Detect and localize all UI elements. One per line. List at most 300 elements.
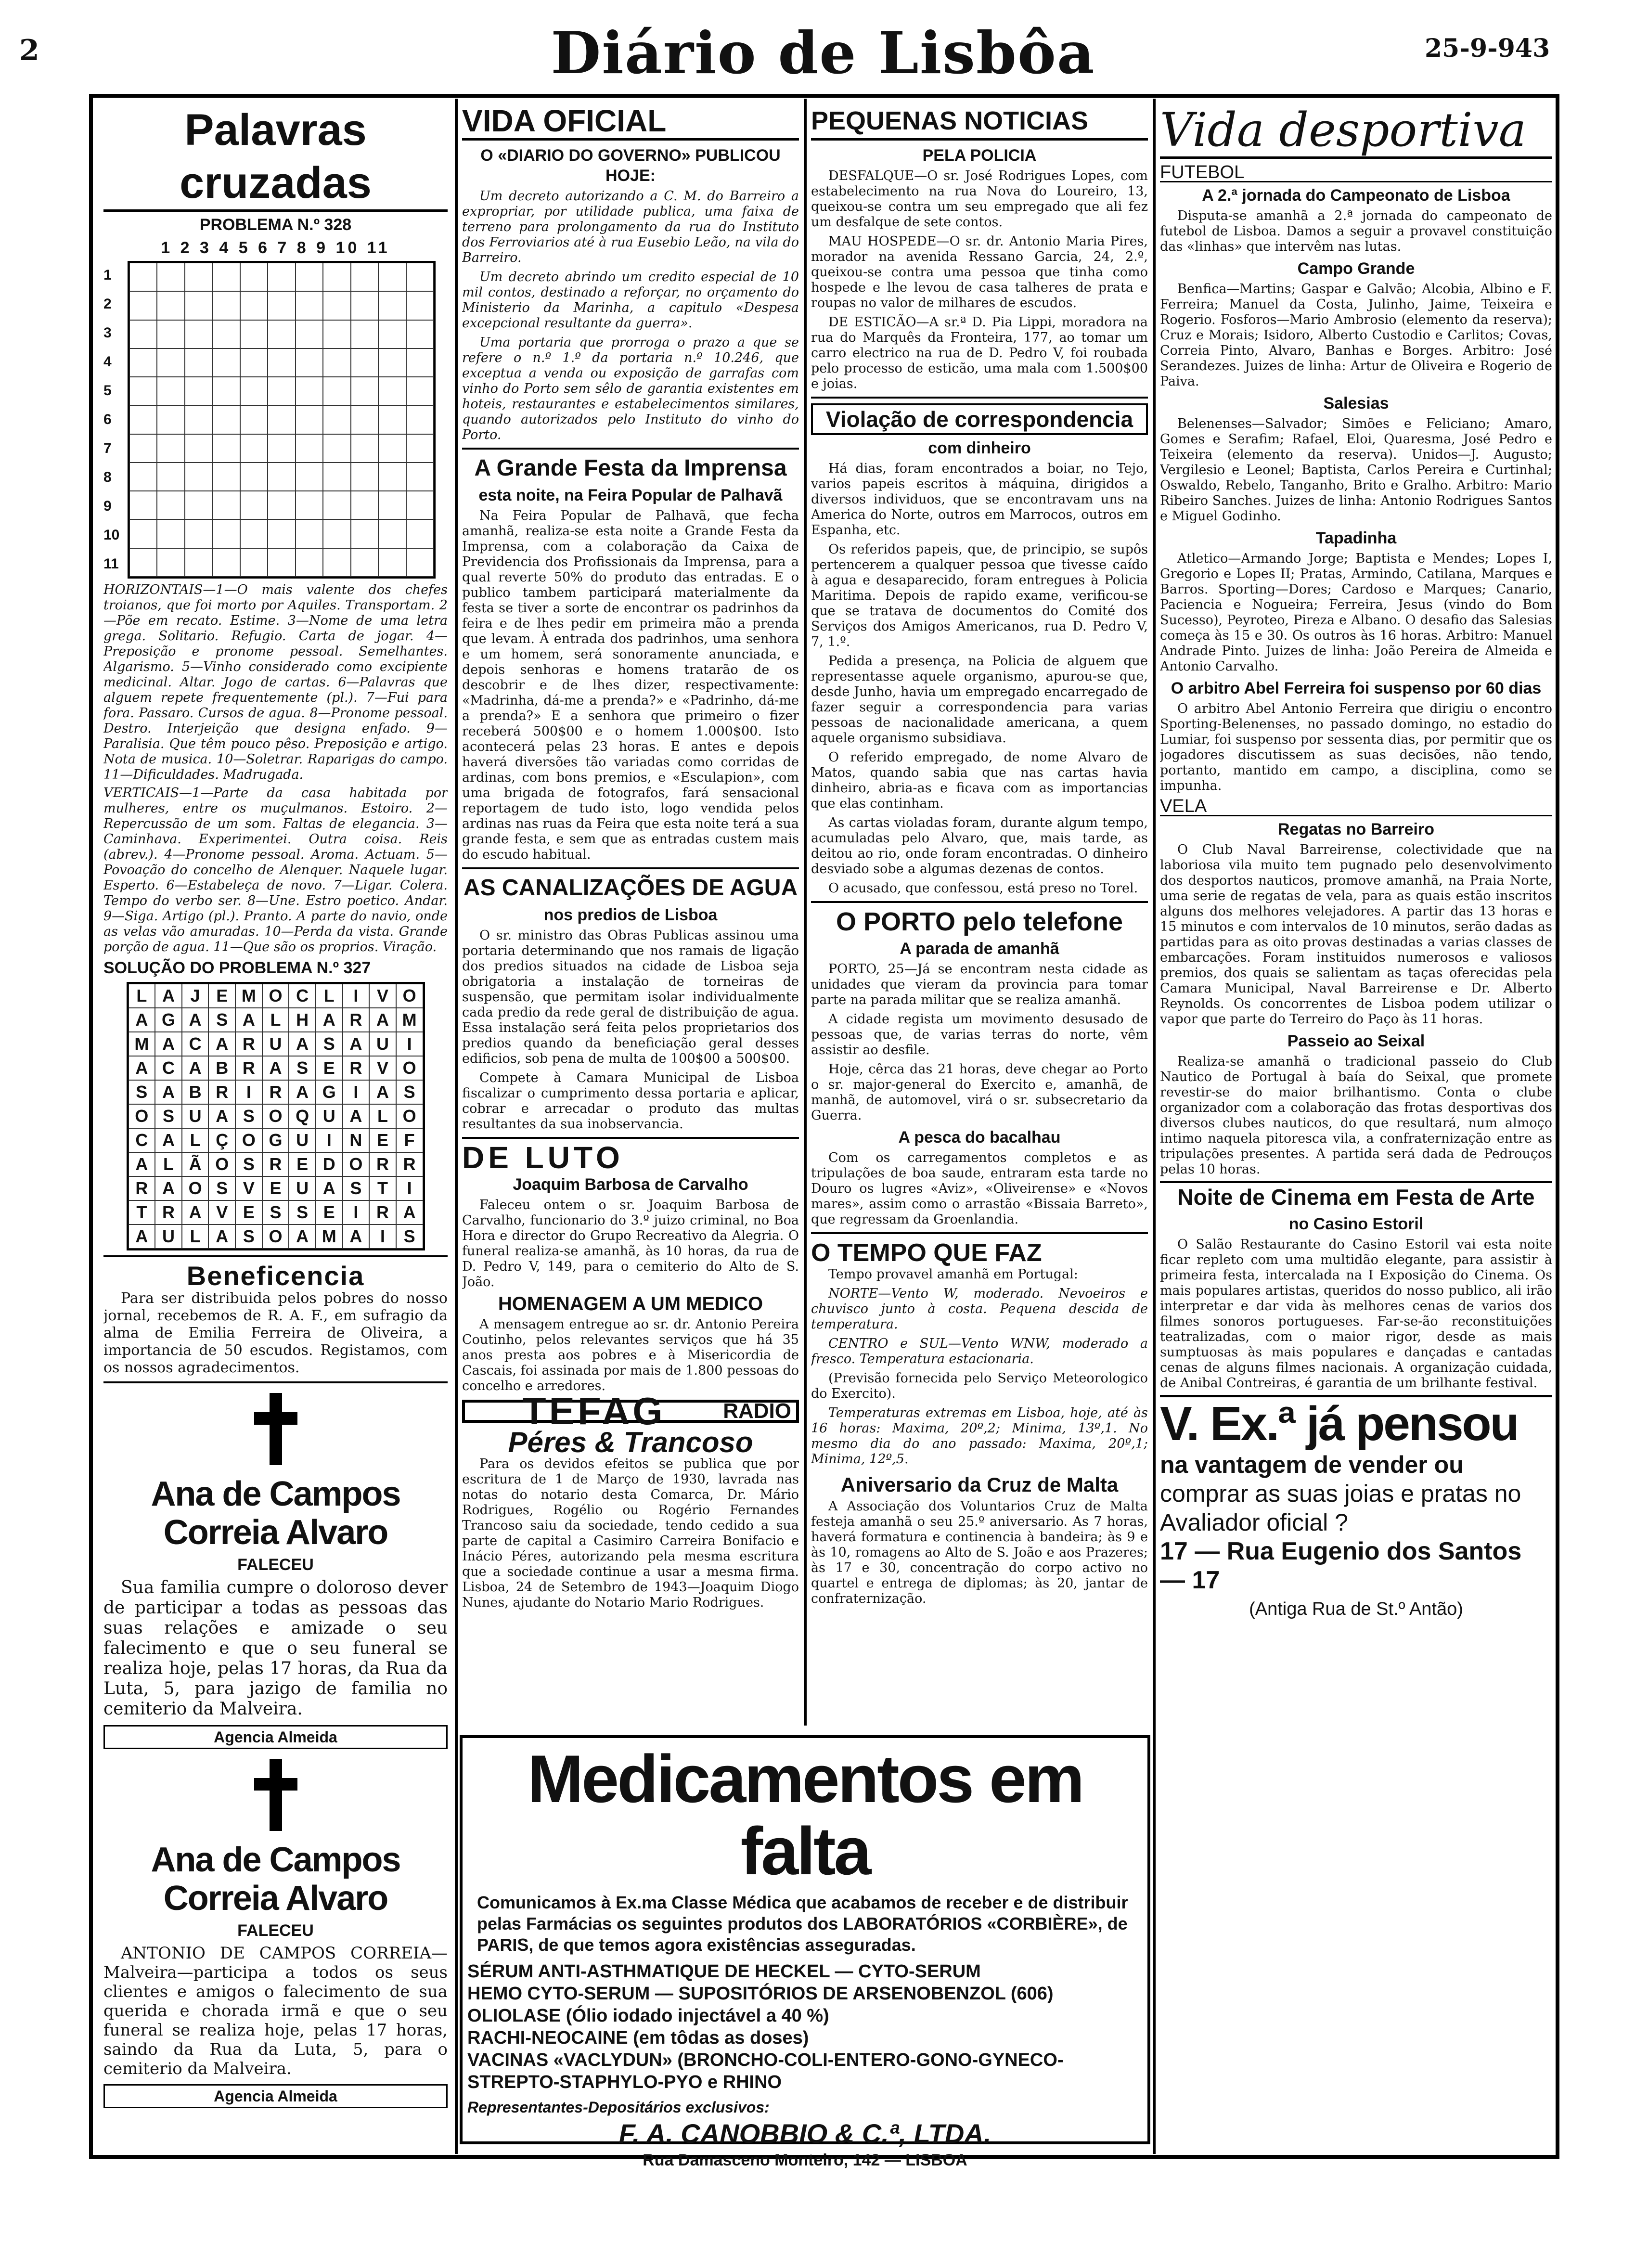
- crossword-cell[interactable]: [323, 377, 350, 405]
- tempo-text: CENTRO e SUL—Vento WNW, moderado a fresco. Temperatura estacionaria.: [811, 1336, 1148, 1366]
- solution-cell: S: [396, 1080, 423, 1104]
- police-item: DE ESTICÃO—A sr.ª D. Pia Lippi, moradora na rua do Marquês da Fronteira, 177, ao tomar um carro electrico na rua de D. Pedro V, foi roubada pelo processo de esticão, uma mala com 1.500$00 e joias.: [811, 315, 1148, 391]
- obituary-name: Ana de Campos Correia Alvaro: [151, 1841, 400, 1918]
- cross-icon: [254, 1759, 297, 1831]
- solution-cell: S: [396, 1224, 423, 1249]
- crossword-cell[interactable]: [185, 491, 212, 519]
- futebol-label: FUTEBOL: [1160, 164, 1552, 182]
- crossword-cell[interactable]: [268, 405, 295, 434]
- violacao-text: As cartas violadas foram, durante algum tempo, acumuladas pelo Alvaro, que, mais tarde, as deitou ao rio, onde foram encontradas. O dinheiro desviado sobe a algumas dezenas de contos.: [811, 815, 1148, 876]
- solution-cell: I: [396, 1176, 423, 1200]
- solution-cell: L: [182, 1128, 209, 1152]
- crossword-problem: PROBLEMA N.º 328: [199, 216, 352, 234]
- solution-cell: Ç: [208, 1128, 235, 1152]
- festa-title: A Grande Festa da Imprensa: [474, 455, 787, 481]
- crossword-cell[interactable]: [406, 348, 434, 377]
- crossword-cell[interactable]: [212, 263, 240, 291]
- violacao-subtitle: com dinheiro: [928, 439, 1031, 457]
- solution-cell: E: [208, 984, 235, 1008]
- solution-cell: A: [289, 1224, 316, 1249]
- solution-cell: N: [343, 1128, 370, 1152]
- campo-grande-text: Benfica—Martins; Gaspar e Galvão; Alcobia, Albino e F. Ferreira; Manuel da Costa, Julinho, Jaime, Teixeira e Rogerio. Fosforos—Mario Ambrosio (elemento da reserva); Cruz e Morais; Isidoro, Alberto Custodio e Carlitos; Covas, Correia Pinto, Alvaro, Banhas e Borges. Arbitro: José Serandezes. Juizes de linha: Artur de Oliveira e Rogerio de Paiva.: [1160, 282, 1552, 389]
- crossword-cell[interactable]: [185, 291, 212, 320]
- crossword-cell[interactable]: [406, 405, 434, 434]
- jewel-ad-address-note: (Antiga Rua de St.º Antão): [1249, 1599, 1463, 1619]
- solution-cell: A: [155, 1080, 182, 1104]
- crossword-cell[interactable]: [212, 320, 240, 348]
- bacalhau-text: Com os carregamentos completos e as tripulações de boa saude, entraram esta tarde no Douro os lugres «Aviz», «Oliveirense» e «Novos mares», assim como o arrastão «Bissaia Barreto», que regressam da Groenlandia.: [811, 1150, 1148, 1227]
- issue-date: 25-9-943: [1425, 34, 1550, 63]
- crossword-cell[interactable]: [378, 320, 406, 348]
- crossword-cell[interactable]: [378, 491, 406, 519]
- crossword-cell[interactable]: [129, 263, 157, 291]
- tempo-title: O TEMPO QUE FAZ: [811, 1239, 1042, 1267]
- crossword-cell[interactable]: [406, 463, 434, 491]
- regatas-text: O Club Naval Barreirense, colectividade que na laboriosa vila muito tem pugnado pelo desenvolvimento dos desportos nauticos, promove amanhã, na Praia Norte, uma serie de regatas de vela, para as quais estão inscritos alguns dos melhores velejadores. A partir das 13 horas e 15 minutos e com intervalos de 10 minutos, serão dadas as partidas para as oito provas destinadas a varias classes de embarcações. Foram instituidos numerosos e valiosos premios, dos quais se salientam as taças oferecidas pela Camara Municipal, Naval Barreirense e Dr. Alberto Reynolds. Os concorrentes de Lisboa podem utilizar o vapor que parte do Terreiro do Paço às 11 horas.: [1160, 842, 1552, 1027]
- crossword-cell[interactable]: [240, 491, 268, 519]
- beneficencia-title: Beneficencia: [186, 1261, 365, 1291]
- crossword-cell[interactable]: [378, 377, 406, 405]
- crossword-cell[interactable]: [351, 377, 378, 405]
- solution-cell: M: [129, 1032, 155, 1056]
- crossword-cell[interactable]: [351, 491, 378, 519]
- solution-cell: A: [343, 1224, 370, 1249]
- solution-cell: R: [262, 1080, 289, 1104]
- med-address: Rua Damasceno Monteiro, 142 — LISBOA: [643, 2151, 967, 2169]
- violacao-text: O referido empregado, de nome Alvaro de Matos, quando sabia que nas cartas havia dinheiro, abria-as e ficava com as importancias que elas continham.: [811, 750, 1148, 811]
- police-item: MAU HOSPEDE—O sr. dr. Antonio Maria Pires, morador na avenida Ressano Garcia, 24, 2.º, queixou-se contra uma pessoa que tinha como hospede e lhe levou de casa talheres de prata e roupas no valor de milhares de escudos.: [811, 234, 1148, 310]
- solution-cell: R: [369, 1200, 396, 1224]
- column-vida-desportiva: [1160, 103, 1552, 2149]
- med-firm: F. A. CANOBBIO & C.ª, LTDA.: [618, 2118, 991, 2149]
- jewel-ad-title: V. Ex.ª já pensou: [1160, 1395, 1552, 1450]
- solution-cell: R: [369, 1152, 396, 1176]
- jewel-ad-line: na vantagem de vender ou: [1160, 1451, 1464, 1478]
- crossword-cell[interactable]: [157, 348, 184, 377]
- crossword-cell[interactable]: [406, 320, 434, 348]
- crossword-cell[interactable]: [296, 377, 323, 405]
- solution-cell: S: [155, 1104, 182, 1128]
- regatas-title: Regatas no Barreiro: [1278, 820, 1434, 838]
- column-divider: [804, 99, 807, 1726]
- tempo-text: Tempo provavel amanhã em Portugal:: [828, 1267, 1078, 1282]
- bacalhau-subtitle: A pesca do bacalhau: [898, 1128, 1061, 1147]
- malta-title: Aniversario da Cruz de Malta: [840, 1473, 1119, 1496]
- solution-cell: E: [289, 1152, 316, 1176]
- crossword-cell[interactable]: [212, 348, 240, 377]
- crossword-cell[interactable]: [268, 491, 295, 519]
- crossword-cell[interactable]: [240, 434, 268, 463]
- solution-cell: R: [262, 1152, 289, 1176]
- crossword-cell[interactable]: [268, 320, 295, 348]
- solution-cell: U: [182, 1104, 209, 1128]
- solution-cell: U: [262, 1032, 289, 1056]
- solution-cell: U: [369, 1032, 396, 1056]
- crossword-cell[interactable]: [378, 434, 406, 463]
- solution-cell: A: [208, 1032, 235, 1056]
- crossword-grid[interactable]: [128, 261, 436, 579]
- divider: [462, 448, 799, 450]
- crossword-cell[interactable]: [185, 348, 212, 377]
- crossword-cell[interactable]: [129, 463, 157, 491]
- crossword-cell[interactable]: [406, 519, 434, 548]
- solution-cell: D: [316, 1152, 343, 1176]
- column-crossword: [103, 103, 448, 2149]
- luto-title: DE LUTO: [462, 1140, 624, 1175]
- column-divider: [455, 99, 458, 2154]
- festa-subtitle: esta noite, na Feira Popular de Palhavã: [478, 486, 783, 504]
- homenagem-title: HOMENAGEM A UM MEDICO: [498, 1293, 763, 1314]
- tempo-text: (Previsão fornecida pelo Serviço Meteorologico do Exercito).: [811, 1371, 1148, 1401]
- solution-cell: A: [343, 1104, 370, 1128]
- solution-cell: S: [343, 1176, 370, 1200]
- crossword-cell[interactable]: [129, 548, 157, 577]
- column-pequenas-noticias: [811, 103, 1148, 1726]
- solution-cell: O: [396, 984, 423, 1008]
- crossword-cell[interactable]: [296, 463, 323, 491]
- crossword-cell[interactable]: [157, 263, 184, 291]
- crossword-cell[interactable]: [212, 405, 240, 434]
- solution-cell: V: [369, 1056, 396, 1080]
- row-number: 7: [103, 440, 112, 456]
- crossword-cell[interactable]: [240, 320, 268, 348]
- crossword-cell[interactable]: [268, 348, 295, 377]
- crossword-vertical-clues: VERTICAIS—1—Parte da casa habitada por mulheres, entre os muçulmanos. Estoiro. 2—Repercussão de um som. Faltas de elegancia. 3—Caminhava. Experimentei. Outra coisa. Reis (abrev.). 4—Pronome pessoal. Aroma. Actuam. 5—Povoação do concelho de Alenquer. Naquele lugar. Esperto. 6—Estabeleça de novo. 7—Ligar. Colera. Tempo do verbo ser. 8—Une. Estro poetico. Andar. 9—Siga. Artigo (pl.). Pranto. A parte do navio, onde as velas vão amuradas. 10—Perda da vista. Grande porção de agua. 11—Que são os proprios. Viração.: [103, 786, 448, 954]
- solution-cell: R: [343, 1008, 370, 1032]
- crossword-cell[interactable]: [268, 548, 295, 577]
- solution-cell: I: [343, 984, 370, 1008]
- agua-text: O sr. ministro das Obras Publicas assinou uma portaria determinando que nos ramais de ligação dos predios situados na cidade de Lisboa seja obrigatoria a instalação de torneiras de suspensão, que permitam isolar individualmente cada predio da rede geral de distribuição de agua. Essa instalação será feita pelos proprietarios dos predios quando da beneficiação geral desses edificios, sob pena de multa de 100$00 a 500$00.: [462, 928, 799, 1066]
- crossword-cell[interactable]: [129, 491, 157, 519]
- violacao-text: Há dias, foram encontrados a boiar, no Tejo, varios papeis escritos à máquina, dirigidos a diversos individuos, que se encontravam uns na America do Norte, outros em Marrocos, outros em Espanha, etc.: [811, 461, 1148, 538]
- peres-text: Para os devidos efeitos se publica que por escritura de 1 de Março de 1930, lavrada nas notas do notario desta Comarca, Dr. Mário Rodrigues, Rogélio ou Rogério Fernandes Trancoso saiu da sociedade, tendo cedido a sua parte de capital a Casimiro Carreira Bonifacio e Inácio Péres, autorizando pela mesma escritura que a sociedade continue a usar a mesma firma. Lisboa, 24 de Setembro de 1943—Joaquim Diogo Nunes, ajudante do Notario Mario Rodrigues.: [462, 1456, 799, 1610]
- solution-cell: R: [208, 1080, 235, 1104]
- solution-cell: S: [235, 1104, 262, 1128]
- crossword-cell[interactable]: [212, 519, 240, 548]
- crossword-cell[interactable]: [378, 348, 406, 377]
- solution-cell: M: [316, 1224, 343, 1249]
- decree-text: Um decreto abrindo um credito especial de 10 mil contos, destinado a reforçar, no orçamento do Ministerio da Marinha, a capitulo «Despesa excepcional resultante da guerra».: [462, 270, 799, 331]
- crossword-cell[interactable]: [296, 548, 323, 577]
- crossword-cell[interactable]: [240, 519, 268, 548]
- crossword-cell[interactable]: [240, 348, 268, 377]
- crossword-cell[interactable]: [240, 291, 268, 320]
- crossword-cell[interactable]: [296, 320, 323, 348]
- crossword-horizontal-clues: HORIZONTAIS—1—O mais valente dos chefes troianos, que foi morto por Aquiles. Transportam. 2—Põe em recato. Estime. 3—Nome de uma letra grega. Solitario. Refugio. Carta de jogar. 4—Preposição e pronome pessoal. Semelhantes. Algarismo. 5—Vinho considerado como excipiente medicinal. Altar. Jogo de cartas. 6—Palavras que alguem repete frequentemente (pl.). 7—Fui para fora. Passaro. Cursos de agua. 8—Pronome pessoal. Destro. Interjeição que designa enfado. 9—Paralisia. Que têm pouco pêso. Preposição e artigo. Nota de musica. 10—Soletrar. Raparigas do campo. 11—Dificuldades. Madrugada.: [103, 582, 448, 782]
- tefag-logo: TEFAG: [522, 1390, 666, 1432]
- crossword-row-numbers: [103, 261, 128, 579]
- row-number: 9: [103, 498, 112, 514]
- crossword-cell[interactable]: [323, 519, 350, 548]
- solution-cell: A: [155, 1128, 182, 1152]
- crossword-cell[interactable]: [157, 519, 184, 548]
- solution-cell: S: [208, 1008, 235, 1032]
- solution-cell: C: [182, 1032, 209, 1056]
- crossword-cell[interactable]: [268, 263, 295, 291]
- crossword-cell[interactable]: [129, 405, 157, 434]
- divider: [811, 397, 1148, 399]
- crossword-cell[interactable]: [323, 320, 350, 348]
- crossword-cell[interactable]: [378, 519, 406, 548]
- arbitro-title: O arbitro Abel Ferreira foi suspenso por 60 dias: [1171, 679, 1542, 697]
- luto-text: Faleceu ontem o sr. Joaquim Barbosa de Carvalho, funcionario do 3.º juizo criminal, no Boa Hora e director do Grupo Recreativo da Alegria. O funeral realiza-se amanhã, às 10 horas, da rua de D. Pedro V, 149, para o cemiterio do Alto de S. João.: [462, 1198, 799, 1289]
- violacao-text: Pedida a presença, na Policia de alguem que representasse aquele organismo, apurou-se que, desde Junho, havia um empregado encarregado de fazer seguir a correspondencia para varias pessoas de nacionalidade americana, a quem aquele organismo subsidiava.: [811, 654, 1148, 746]
- solution-cell: A: [369, 1008, 396, 1032]
- tempo-text: NORTE—Vento W, moderado. Nevoeiros e chuvisco junto à costa. Pequena descida de temperatura.: [811, 1286, 1148, 1332]
- crossword-cell[interactable]: [240, 263, 268, 291]
- crossword-cell[interactable]: [296, 491, 323, 519]
- agua-text: Compete à Camara Municipal de Lisboa fiscalizar o cumprimento dessa portaria e aplicar, cobrar e arrecadar o produto das multas resultantes da sua inobservancia.: [462, 1070, 799, 1132]
- decree-text: Uma portaria que prorroga o prazo a que se refere o n.º 1.º da portaria n.º 10.246, que exceptua a venda ou exposição de garrafas com vinho do Porto sem sêlo de garantia existentes em hoteis, restaurantes e estabelecimentos similares, quando autorizados pelo Instituto do vinho do Porto.: [462, 335, 799, 442]
- crossword-cell[interactable]: [378, 263, 406, 291]
- crossword-cell[interactable]: [378, 463, 406, 491]
- crossword-cell[interactable]: [212, 434, 240, 463]
- crossword-cell[interactable]: [157, 291, 184, 320]
- crossword-cell[interactable]: [157, 320, 184, 348]
- crossword-cell[interactable]: [212, 548, 240, 577]
- crossword-cell[interactable]: [268, 377, 295, 405]
- solution-cell: H: [289, 1008, 316, 1032]
- solution-cell: L: [155, 1152, 182, 1176]
- divider: [103, 1381, 448, 1383]
- solution-cell: A: [129, 1224, 155, 1249]
- police-item: DESFALQUE—O sr. José Rodrigues Lopes, com estabelecimento na rua Nova do Loureiro, 13, queixou-se contra um seu empregado que ali fez um desfalque de sete contos.: [811, 168, 1148, 230]
- solution-cell: T: [129, 1200, 155, 1224]
- crossword-cell[interactable]: [296, 263, 323, 291]
- crossword-cell[interactable]: [351, 348, 378, 377]
- crossword-cell[interactable]: [185, 377, 212, 405]
- violacao-text: O acusado, que confessou, está preso no Torel.: [828, 881, 1138, 896]
- crossword-cell[interactable]: [157, 405, 184, 434]
- crossword-cell[interactable]: [296, 434, 323, 463]
- malta-text: A Associação dos Voluntarios Cruz de Malta festeja amanhã o seu 25.º aniversario. As 7 horas, haverá formatura e continencia à bandeira; às 9 e às 10, romagens ao Alto de S. João e aos Prazeres; às 17 e 30, concentração do corpo activo no quartel e entrega de diplomas; às 20, jantar de confraternização.: [811, 1499, 1148, 1606]
- med-title: Medicamentos em falta: [527, 1741, 1083, 1889]
- homenagem-text: A mensagem entregue ao sr. dr. Antonio Pereira Coutinho, pelos relevantes serviços que há 35 anos presta aos pobres e à Misericordia de Cascais, foi assinada por mais de 1.800 pessoas do concelho e arredores.: [462, 1317, 799, 1393]
- crossword-cell[interactable]: [185, 463, 212, 491]
- crossword-cell[interactable]: [323, 291, 350, 320]
- crossword-cell[interactable]: [323, 348, 350, 377]
- divider: [811, 1232, 1148, 1234]
- solution-cell: O: [235, 1128, 262, 1152]
- crossword-cell[interactable]: [323, 405, 350, 434]
- seixal-title: Passeio ao Seixal: [1287, 1032, 1425, 1050]
- crossword-cell[interactable]: [351, 548, 378, 577]
- decree-text: Um decreto autorizando a C. M. do Barreiro a expropriar, por utilidade publica, uma faixa de terreno para prolongamento da rua do Instituto dos Ferroviarios até à rua Eusebio Leão, na vila do Barreiro.: [462, 189, 799, 265]
- funeral-agency: Agencia Almeida: [103, 1725, 448, 1749]
- med-intro: Comunicamos à Ex.ma Classe Médica que acabamos de receber e de distribuir pelas Farmácias os seguintes produtos dos LABORATÓRIOS «CORBIÈRE», de PARIS, de que temos agora existências asseguradas.: [477, 1893, 1128, 1955]
- crossword-cell[interactable]: [378, 291, 406, 320]
- row-number: 10: [103, 527, 120, 543]
- divider: [103, 1255, 448, 1257]
- solution-cell: R: [155, 1200, 182, 1224]
- crossword-cell[interactable]: [406, 377, 434, 405]
- solution-cell: R: [396, 1152, 423, 1176]
- med-product: HEMO CYTO-SERUM — SUPOSITÓRIOS DE ARSENOBENZOL (606): [467, 1984, 1054, 2004]
- crossword-cell[interactable]: [157, 548, 184, 577]
- divider: [811, 901, 1148, 903]
- crossword-cell[interactable]: [268, 463, 295, 491]
- crossword-cell[interactable]: [323, 434, 350, 463]
- solution-cell: A: [289, 1032, 316, 1056]
- crossword-cell[interactable]: [406, 434, 434, 463]
- solution-cell: A: [289, 1080, 316, 1104]
- crossword-cell[interactable]: [351, 519, 378, 548]
- crossword-cell[interactable]: [185, 519, 212, 548]
- solution-cell: U: [289, 1128, 316, 1152]
- crossword-cell[interactable]: [268, 291, 295, 320]
- solution-cell: I: [343, 1200, 370, 1224]
- solution-cell: E: [369, 1128, 396, 1152]
- crossword-column-numbers: 1 2 3 4 5 6 7 8 9 10 11: [161, 239, 390, 257]
- solution-cell: A: [155, 1032, 182, 1056]
- crossword-cell[interactable]: [406, 491, 434, 519]
- crossword-cell[interactable]: [185, 548, 212, 577]
- policia-subtitle: PELA POLICIA: [922, 146, 1037, 165]
- crossword-cell[interactable]: [240, 548, 268, 577]
- porto-text: PORTO, 25—Já se encontram nesta cidade as unidades que vieram da provincia para tomar parte na parada militar que se realiza amanhã.: [811, 962, 1148, 1007]
- crossword-cell[interactable]: [157, 463, 184, 491]
- crossword-cell[interactable]: [240, 463, 268, 491]
- crossword-cell[interactable]: [296, 519, 323, 548]
- crossword-cell[interactable]: [212, 377, 240, 405]
- crossword-cell[interactable]: [157, 434, 184, 463]
- solution-cell: Ã: [182, 1152, 209, 1176]
- obituary-text: ANTONIO DE CAMPOS CORREIA—Malveira—participa a todos os seus clientes e amigos o falecimento de sua querida e chorada irmã e que o seu funeral se realiza hoje, pelas 17 horas, saindo da Rua da Luta, 5, para o cemiterio da Malveira.: [103, 1944, 448, 2078]
- crossword-cell[interactable]: [129, 320, 157, 348]
- crossword-cell[interactable]: [406, 548, 434, 577]
- crossword-cell[interactable]: [129, 519, 157, 548]
- crossword-cell[interactable]: [212, 291, 240, 320]
- crossword-cell[interactable]: [351, 263, 378, 291]
- solution-cell: I: [235, 1080, 262, 1104]
- crossword-cell[interactable]: [296, 348, 323, 377]
- solution-cell: I: [343, 1080, 370, 1104]
- row-number: 6: [103, 412, 112, 427]
- solution-cell: V: [369, 984, 396, 1008]
- crossword-cell[interactable]: [240, 377, 268, 405]
- crossword-cell[interactable]: [212, 491, 240, 519]
- med-representatives: Representantes-Depositários exclusivos:: [467, 2099, 770, 2116]
- solution-cell: A: [316, 1176, 343, 1200]
- pequenas-noticias-title: PEQUENAS NOTICIAS: [811, 103, 1148, 141]
- crossword-cell[interactable]: [378, 405, 406, 434]
- crossword-cell[interactable]: [351, 434, 378, 463]
- solution-cell: L: [262, 1008, 289, 1032]
- crossword-cell[interactable]: [185, 320, 212, 348]
- solution-cell: A: [369, 1080, 396, 1104]
- solution-cell: O: [262, 1224, 289, 1249]
- tapadinha-text: Atletico—Armando Jorge; Baptista e Mendes; Lopes I, Gregorio e Lopes II; Pratas, Armindo, Catilana, Marques e Barros. Sporting—Dores; Cardoso e Marques; Canario, Paciencia e Nogueira; Ferreira, Jesus (vindo do Bom Sucesso), Peyroteo, Pireza e Albano. O desafio das Salesias começa às 15 e 30. Os outros às 16 horas. Arbitro: Manuel Andrade Pinto. Juizes de linha: João Pereira de Almeida e Antonio Carvalho.: [1160, 551, 1552, 674]
- crossword-cell[interactable]: [240, 405, 268, 434]
- crossword-cell[interactable]: [351, 320, 378, 348]
- cinema-title: Noite de Cinema em Festa de Arte: [1160, 1181, 1552, 1211]
- crossword-cell[interactable]: [157, 491, 184, 519]
- agua-title: AS CANALIZAÇÕES DE AGUA: [463, 875, 798, 901]
- solution-cell: S: [289, 1056, 316, 1080]
- solution-cell: A: [262, 1056, 289, 1080]
- crossword-cell[interactable]: [185, 434, 212, 463]
- solution-cell: S: [129, 1080, 155, 1104]
- solution-cell: A: [396, 1200, 423, 1224]
- crossword-cell[interactable]: [323, 548, 350, 577]
- tefag-ad: [462, 1390, 799, 1432]
- crossword-cell[interactable]: [268, 519, 295, 548]
- crossword-cell[interactable]: [296, 405, 323, 434]
- solution-cell: I: [396, 1032, 423, 1056]
- crossword-cell[interactable]: [185, 263, 212, 291]
- solution-cell: A: [208, 1224, 235, 1249]
- salesias-title: Salesias: [1323, 394, 1389, 412]
- solution-cell: L: [182, 1224, 209, 1249]
- solution-cell: O: [129, 1104, 155, 1128]
- cinema-text: O Salão Restaurante do Casino Estoril vai esta noite ficar repleto com uma multidão elegante, para assistir à primeira festa, intercalada na I Exposição do Cinema. Os mais populares artistas, queridos do nosso publico, ali irão interpretar e dar vida às melhores cenas de varios dos filmes sonoros portugueses. Far-se-ão reconstituições teatralizadas, com o maior rigor, desde as mais sumptuosas às mais populares e dançadas e cantadas cenas de alguns filmes nacionais. A organização cuidada, de Anibal Contreiras, é garantia de um brilhante festival.: [1160, 1237, 1552, 1391]
- solution-cell: O: [208, 1152, 235, 1176]
- luto-name: Joaquim Barbosa de Carvalho: [513, 1175, 748, 1194]
- vida-desportiva-title: Vida desportiva: [1160, 103, 1552, 159]
- solution-cell: S: [235, 1152, 262, 1176]
- solution-cell: I: [316, 1128, 343, 1152]
- crossword-cell[interactable]: [351, 291, 378, 320]
- arbitro-text: O arbitro Abel Antonio Ferreira que dirigiu o encontro Sporting-Belenenses, no passado domingo, no estadio do Lumiar, foi suspenso por sessenta dias, por permitir que os jogadores discutissem as suas decisões, não tendo, portanto, mantido em campo, a disciplina, como se impunha.: [1160, 701, 1552, 793]
- solution-cell: O: [262, 1104, 289, 1128]
- crossword-cell[interactable]: [129, 434, 157, 463]
- agua-subtitle: nos predios de Lisboa: [543, 906, 718, 924]
- solution-cell: S: [262, 1200, 289, 1224]
- jewel-ad-line: comprar as suas joias e pratas no Avaliador oficial ?: [1160, 1480, 1521, 1536]
- solution-cell: A: [129, 1152, 155, 1176]
- solution-cell: O: [182, 1176, 209, 1200]
- seixal-text: Realiza-se amanhã o tradicional passeio do Club Nautico de Portugal à baía do Seixal, que promete revestir-se do maior brilhantismo. Conta o clube organizador com a colaboração das frotas desportivas dos diversos clubes nauticos, do que resultará, num almoço intimo naquela pitoresca vila, a confraternização entre as tripulações presentes. A partida será dada de Pedrouços pelas 10 horas.: [1160, 1054, 1552, 1177]
- crossword-cell[interactable]: [323, 463, 350, 491]
- vida-oficial-title: VIDA OFICIAL: [462, 103, 799, 141]
- crossword-cell[interactable]: [129, 348, 157, 377]
- crossword-cell[interactable]: [185, 405, 212, 434]
- crossword-cell[interactable]: [378, 548, 406, 577]
- crossword-cell[interactable]: [157, 377, 184, 405]
- solution-cell: E: [316, 1056, 343, 1080]
- tapadinha-title: Tapadinha: [1315, 529, 1397, 547]
- crossword-cell[interactable]: [406, 291, 434, 320]
- solution-cell: F: [396, 1128, 423, 1152]
- solution-cell: M: [396, 1008, 423, 1032]
- solution-cell: G: [155, 1008, 182, 1032]
- jewel-ad-address: 17 — Rua Eugenio dos Santos — 17: [1160, 1537, 1522, 1594]
- row-number: 11: [103, 556, 119, 572]
- crossword-cell[interactable]: [129, 377, 157, 405]
- solution-cell: S: [235, 1224, 262, 1249]
- crossword-cell[interactable]: [129, 291, 157, 320]
- obituary-faleceu: FALECEU: [237, 1556, 314, 1574]
- crossword-cell[interactable]: [406, 263, 434, 291]
- solution-cell: L: [369, 1104, 396, 1128]
- crossword-cell[interactable]: [323, 263, 350, 291]
- porto-text: Hoje, cêrca das 21 horas, deve chegar ao Porto o sr. major-general do Exercito e, amanhã, de manhã, de automovel, virá o sr. subsecretario da Guerra.: [811, 1062, 1148, 1123]
- crossword-cell[interactable]: [212, 463, 240, 491]
- med-product: RACHI-NEOCAINE (em tôdas as doses): [467, 2028, 809, 2048]
- crossword-cell[interactable]: [351, 463, 378, 491]
- med-product: SÉRUM ANTI-ASTHMATIQUE DE HECKEL — CYTO-SERUM: [467, 1961, 981, 1982]
- row-number: 4: [103, 354, 112, 370]
- beneficencia-text: Para ser distribuida pelos pobres do nosso jornal, recebemos de R. A. F., em sufragio da alma de Emilia Ferreira de Oliveira, a importancia de 50 escudos. Registamos, com os nossos agradecimentos.: [103, 1290, 448, 1376]
- crossword-cell[interactable]: [323, 491, 350, 519]
- tefag-radio: RADIO: [723, 1399, 791, 1423]
- festa-text: Na Feira Popular de Palhavã, que fecha amanhã, realiza-se esta noite a Grande Festa da Imprensa, com a colaboração da Caixa de Previdencia dos Profissionais da Imprensa, para a qual reverte 50% do produto das entradas. E o publico tambem participará materialmente da festa se tiver a sorte de encontrar os padrinhos da feira e de lhes pedir em primeira mão a prenda que levam. À entrada dos padrinhos, uma senhora e um homem, será sonoramente anunciada, e depois senhoras e homens tratarão de os descobrir e de lhes dizer, respectivamente: «Madrinha, dá-me a prenda?» e «Padrinho, dá-me a prenda?» E a senhora que primeiro o fizer receberá 500$00 e o homem 1.000$00. Isto acontecerá pelas 23 horas. E antes e depois haverá diversões tão variadas como corridas de ardinas, com bons premios, e «Esculapion», com uma brigada de fotografos, fará sensacional reportagem de tudo isto, logo vendida pelos ardinas nas ruas da Feira que esta noite terá a sua grande festa, e sem que as entradas custem mais do escudo habitual.: [462, 508, 799, 862]
- crossword-cell[interactable]: [351, 405, 378, 434]
- crossword-cell[interactable]: [268, 434, 295, 463]
- crossword-cell[interactable]: [296, 291, 323, 320]
- solution-cell: C: [155, 1056, 182, 1080]
- cinema-subtitle: no Casino Estoril: [1288, 1215, 1424, 1233]
